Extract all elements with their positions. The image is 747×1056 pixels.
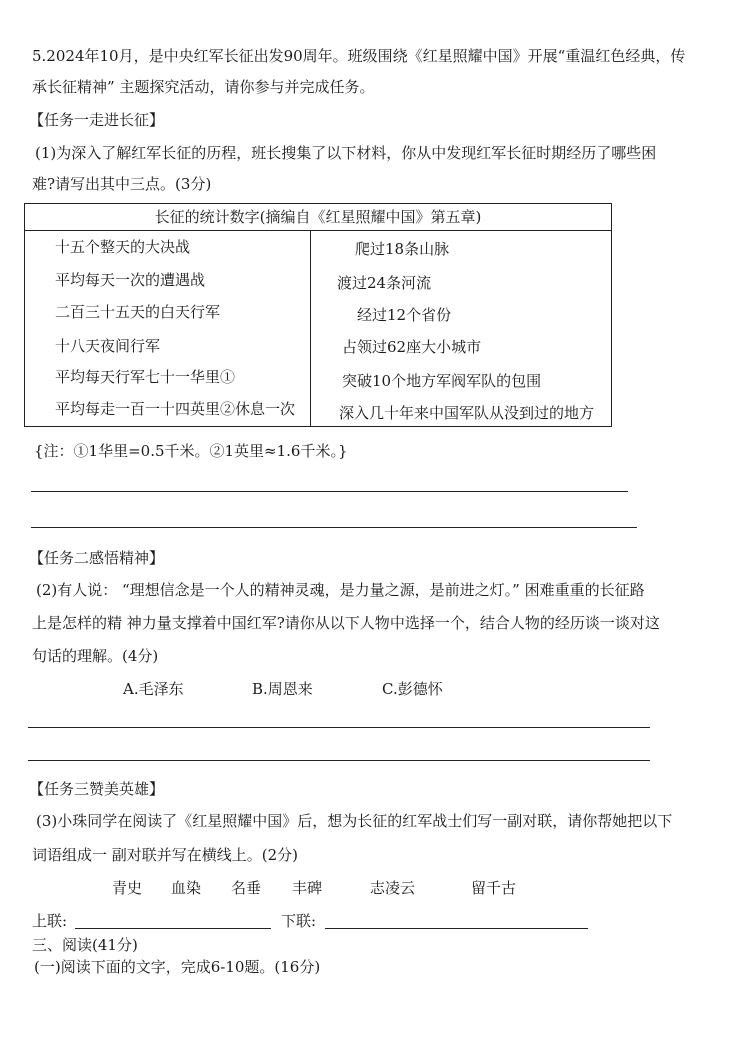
statistics-right-column (311, 231, 612, 427)
stat-left-item: 平均每天一次的遭遇战 (55, 271, 206, 289)
statistics-table (24, 203, 612, 427)
answer-line[interactable] (31, 527, 637, 528)
stat-right-item: 渡过24条河流 (337, 274, 432, 292)
question-intro-line-1: 5.2024年10月，是中央红军长征出发90周年。班级围绕《红星照耀中国》开展“重温红色经典，传 (32, 47, 686, 65)
task3-prompt-line-1: (3)小珠同学在阅读了《红星照耀中国》后，想为长征的红军战士们写一副对联，请你帮她把以下 (36, 812, 673, 830)
task1-prompt-line-1: (1)为深入了解红军长征的历程，班长搜集了以下材料，你从中发现红军长征时期经历了哪些困 (35, 144, 657, 162)
stat-right-item: 深入几十年来中国军队从没到过的地方 (339, 404, 595, 422)
couplet-word: 青史 (112, 879, 143, 897)
stat-right-item: 爬过18条山脉 (355, 240, 450, 258)
stat-left-item: 十八天夜间行军 (55, 337, 161, 355)
question-intro-line-2: 承长征精神” 主题探究活动，请你参与并完成任务。 (32, 78, 375, 96)
option-c: C.彭德怀 (382, 680, 443, 698)
couplet-word: 留千古 (471, 879, 517, 897)
section-subtitle: (一)阅读下面的文字，完成6-10题。(16分) (34, 958, 321, 976)
answer-line[interactable] (28, 760, 650, 761)
answer-line[interactable] (28, 727, 650, 728)
upper-couplet-input-line[interactable] (75, 928, 271, 929)
task2-heading: 【任务二感悟精神】 (29, 549, 165, 567)
option-b: B.周恩来 (252, 680, 313, 698)
couplet-word: 丰碑 (292, 879, 323, 897)
stat-left-item: 平均每天行军七十一华里① (55, 368, 236, 386)
lower-couplet-input-line[interactable] (325, 928, 588, 929)
stat-left-item: 十五个整天的大决战 (55, 238, 191, 256)
section-title: 三、阅读(41分) (32, 936, 138, 954)
stat-right-item: 突破10个地方军阀军队的包围 (342, 372, 542, 390)
task2-prompt-line-1: (2)有人说： “理想信念是一个人的精神灵魂，是力量之源，是前进之灯。” 困难重重的长征路 (36, 581, 645, 599)
stat-left-item: 平均每走一百一十四英里②休息一次 (55, 400, 296, 418)
task1-prompt-line-2: 难?请写出其中三点。(3分) (32, 175, 212, 193)
task3-prompt-line-2: 词语组成一 副对联并写在横线上。(2分) (32, 846, 299, 864)
upper-couplet-label: 上联: (32, 912, 68, 930)
couplet-word: 志凌云 (370, 879, 416, 897)
task2-prompt-line-3: 句话的理解。(4分) (32, 647, 159, 665)
stat-left-item: 二百三十五天的白天行军 (55, 303, 221, 321)
option-a: A.毛泽东 (123, 680, 184, 698)
couplet-word: 名垂 (231, 879, 262, 897)
statistics-table-caption: 长征的统计数字(摘编自《红星照耀中国》第五章) (25, 204, 612, 231)
task2-prompt-line-2: 上是怎样的精 神力量支撑着中国红军?请你从以下人物中选择一个，结合人物的经历谈一谈对这 (32, 614, 660, 632)
lower-couplet-label: 下联: (281, 912, 317, 930)
answer-line[interactable] (31, 491, 628, 492)
statistics-left-column (25, 231, 311, 427)
task3-heading: 【任务三赞美英雄】 (29, 780, 165, 798)
stat-right-item: 占领过62座大小城市 (342, 338, 482, 356)
couplet-word: 血染 (171, 879, 202, 897)
stat-right-item: 经过12个省份 (357, 306, 452, 324)
task1-heading: 【任务一走进长征】 (29, 111, 165, 129)
table-note: {注：①1华里=0.5千米。②1英里≈1.6千米。} (34, 442, 348, 460)
